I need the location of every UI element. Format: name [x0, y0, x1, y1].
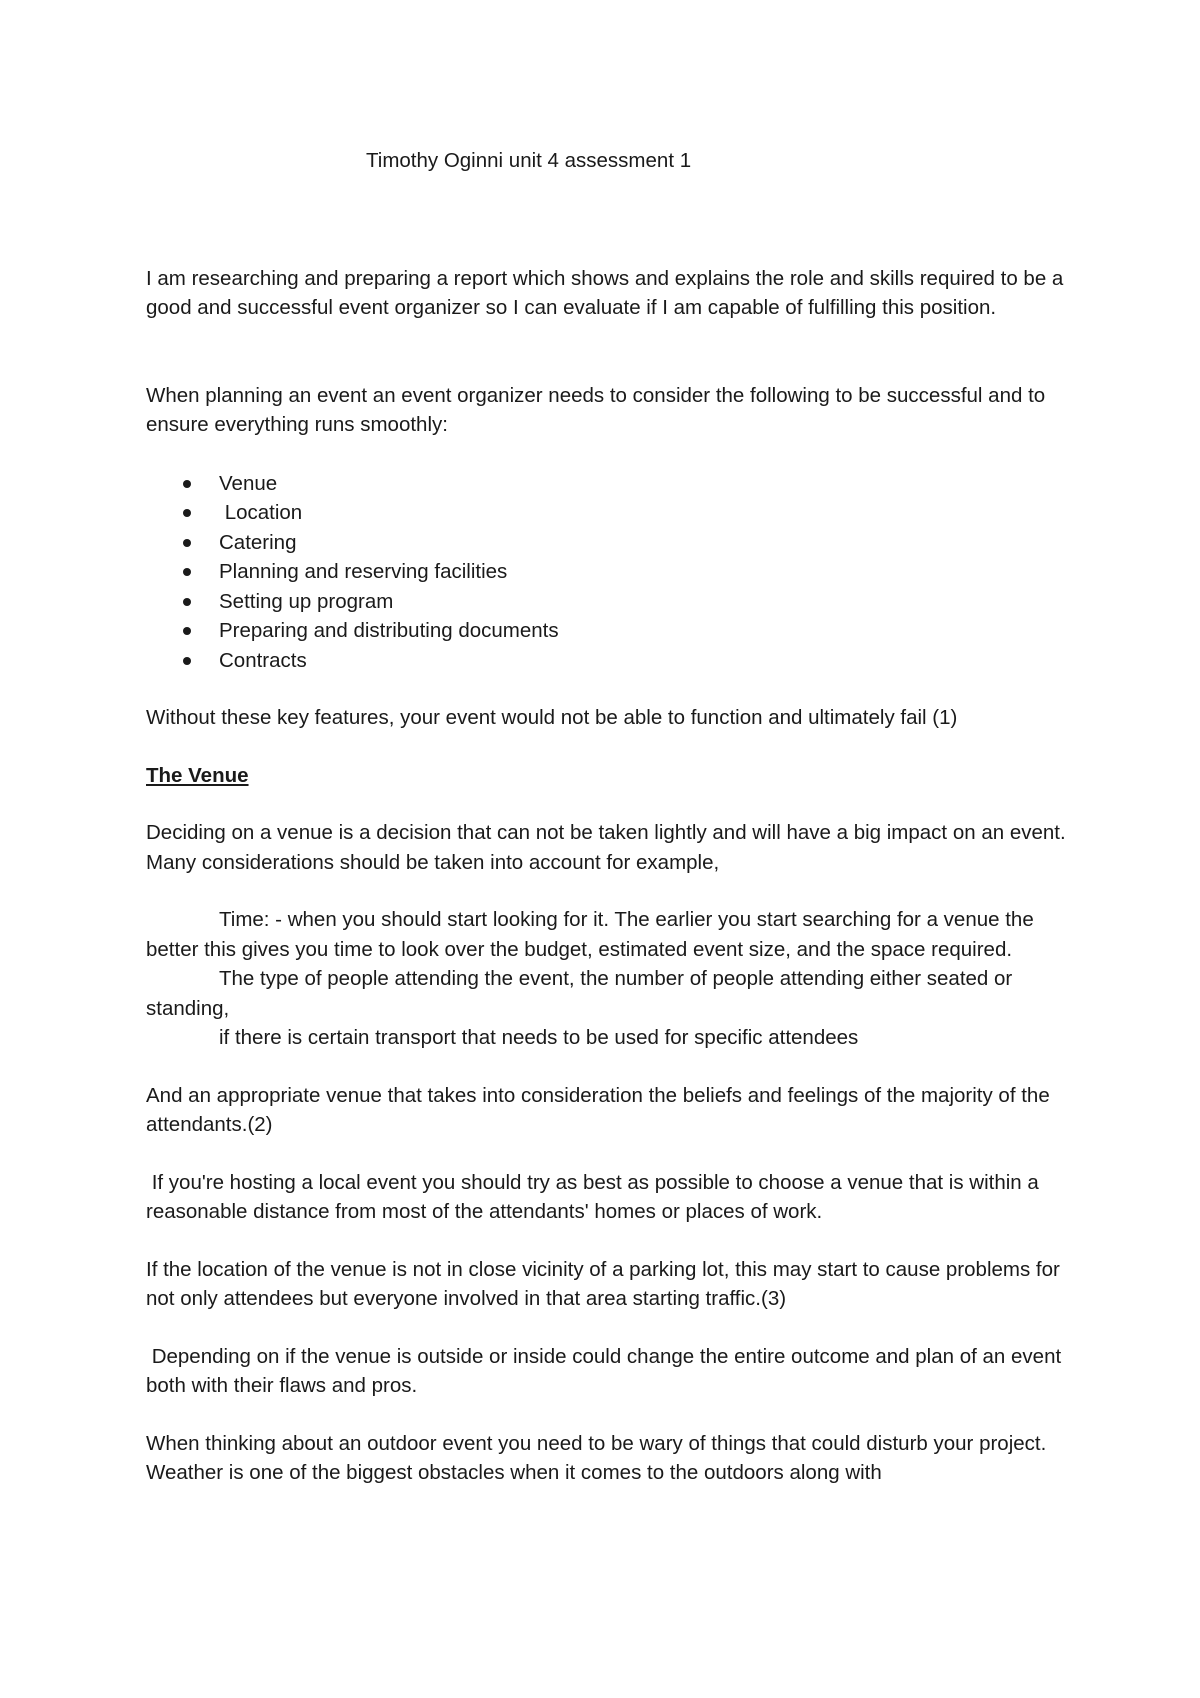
- time-paragraph: Time: - when you should start looking for it. The earlier you start searching for a venue the better this gives you time to look over the budget, estimated event size, and the space required.: [146, 908, 1034, 961]
- outdoor-event-paragraph: When thinking about an outdoor event you need to be wary of things that could disturb your project. Weather is one of the biggest obstacles when it comes to the outdoors along with: [146, 1431, 1047, 1484]
- local-event-paragraph: If you're hosting a local event you should try as best as possible to choose a venue that is within a reasonable distance from most of the attendants' homes or places of work.: [146, 1170, 1045, 1223]
- bullet-icon: [183, 509, 191, 517]
- bullet-icon: [183, 627, 191, 635]
- planning-intro-paragraph: When planning an event an event organizer needs to consider the following to be successful and to ensure everything runs smoothly:: [146, 383, 1046, 436]
- list-item: [146, 469, 1076, 499]
- list-item: [146, 557, 1076, 587]
- list-item: [146, 528, 1076, 558]
- list-item: [146, 616, 1076, 646]
- list-item-text: Catering: [219, 530, 297, 554]
- venue-heading: The Venue: [146, 763, 249, 787]
- list-item: [146, 646, 1076, 676]
- bullet-icon: [183, 539, 191, 547]
- intro-paragraph: I am researching and preparing a report which shows and explains the role and skills required to be a good and successful event organizer so I can evaluate if I am capable of fulfilling this position.: [146, 266, 1064, 319]
- people-paragraph: The type of people attending the event, the number of people attending either seated or standing,: [146, 967, 1013, 1020]
- parking-paragraph: If the location of the venue is not in close vicinity of a parking lot, this may start to cause problems for not only attendees but everyone involved in that area starting traffic.(3): [146, 1257, 1060, 1310]
- list-item-text: Venue: [219, 471, 278, 495]
- list-item: [146, 587, 1076, 617]
- key-features-paragraph: Without these key features, your event would not be able to function and ultimately fail (1): [146, 706, 958, 729]
- document-title: Timothy Oginni unit 4 assessment 1: [366, 149, 692, 172]
- bullet-icon: [183, 568, 191, 576]
- bullet-icon: [183, 657, 191, 665]
- list-item-text: Setting up program: [219, 589, 394, 613]
- considerations-list: [146, 469, 1076, 676]
- list-item-text: Planning and reserving facilities: [219, 560, 508, 583]
- transport-paragraph: if there is certain transport that needs to be used for specific attendees: [219, 1026, 859, 1049]
- appropriate-venue-paragraph: And an appropriate venue that takes into consideration the beliefs and feelings of the majority of the attendants.(2): [146, 1083, 1050, 1136]
- list-item-text: Contracts: [219, 648, 307, 672]
- list-item-text: Location: [219, 501, 303, 524]
- bullet-icon: [183, 598, 191, 606]
- outside-inside-paragraph: Depending on if the venue is outside or inside could change the entire outcome and plan of an event both with their flaws and pros.: [146, 1344, 1067, 1397]
- venue-intro-paragraph: Deciding on a venue is a decision that can not be taken lightly and will have a big impact on an event. Many considerations should be taken into account for example,: [146, 821, 1066, 874]
- list-item-text: Preparing and distributing documents: [219, 619, 559, 642]
- list-item: [146, 498, 1076, 528]
- document-body: [146, 146, 1076, 1488]
- bullet-icon: [183, 480, 191, 488]
